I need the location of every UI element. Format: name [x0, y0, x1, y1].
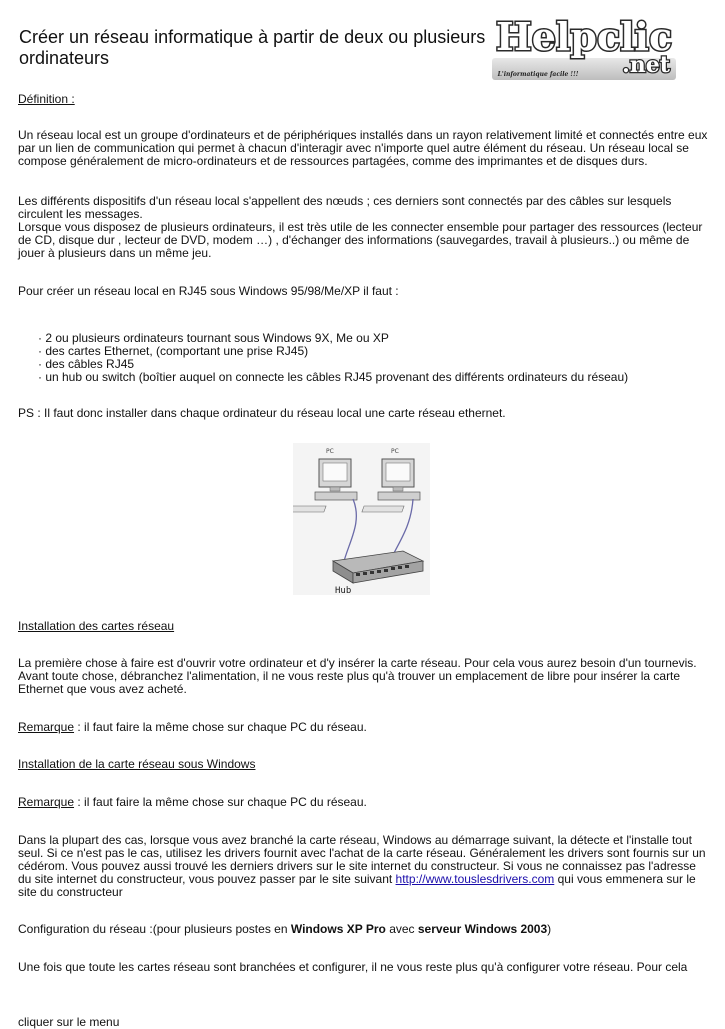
paragraph-cut-line: cliquer sur le menu [18, 1015, 120, 1029]
list-item: · un hub ou switch (boîtier auquel on connecte les câbles RJ45 provenant des différents ordinateurs du réseau) [38, 370, 629, 384]
requirements-list [38, 332, 628, 384]
helpclic-logo [490, 16, 678, 82]
config-mid: avec [385, 922, 418, 936]
list-item: · 2 ou plusieurs ordinateurs tournant sous Windows 9X, Me ou XP [38, 331, 389, 345]
pc-label-1: PC [326, 448, 334, 455]
remark-label: Remarque [18, 795, 75, 809]
config-server: serveur Windows 2003 [417, 922, 548, 936]
heading-install-windows: Installation de la carte réseau sous Windows [18, 757, 256, 771]
hub-label: Hub [335, 586, 352, 595]
drivers-text: Dans la plupart des cas, lorsque vous avez branché la carte réseau, Windows au démarrage suivant, la détecte et l'installe tout seul. Si ce n'est pas le cas, utilisez les drivers fournit avec l'achat de la carte réseau. Généralement les drivers sont fournis sur un cédérom. Vous pouvez aussi trouvé les derniers drivers sur le site internet du constructeur. Si vous ne connaissez pas l'adresse du site internet du constructeur, vous pouvez passer par le site suivant [18, 833, 706, 886]
remark-text: : il faut faire la même chose sur chaque PC du réseau. [74, 720, 367, 734]
page-title [19, 27, 499, 69]
drivers-link[interactable]: http://www.touslesdrivers.com [395, 872, 555, 886]
remark-2 [18, 796, 708, 809]
config-os: Windows XP Pro [290, 922, 386, 936]
remark-label: Remarque [18, 720, 75, 734]
drivers-text-end: qui vous emmenera sur le site du constructeur [18, 872, 696, 899]
paragraph-install-cards: La première chose à faire est d'ouvrir votre ordinateur et d'y insérer la carte réseau. Pour cela vous aurez besoin d'un tournevis. Avant toute chose, débranchez l'alimentation, il ne vous reste plus qu'à trouver un emplacement de libre pour insérer la carte Ethernet que vous avez acheté. [18, 656, 697, 696]
logo-net-text: .net [622, 52, 670, 78]
definition-heading: Définition : [18, 92, 75, 106]
page-title-line2: ordinateurs [19, 48, 110, 68]
paragraph-nodes: Les différents dispositifs d'un réseau local s'appellent des nœuds ; ces derniers sont connectés par des câbles sur lesquels circulent les messages. [18, 194, 672, 221]
logo-main-text: Helpclic [495, 16, 673, 59]
config-prefix: Configuration du réseau :(pour plusieurs postes en [18, 922, 291, 936]
paragraph-requirements-intro: Pour créer un réseau local en RJ45 sous Windows 95/98/Me/XP il faut : [18, 284, 399, 298]
remark-1 [18, 721, 708, 734]
paragraph-drivers [18, 834, 708, 899]
paragraph-configure-network: Une fois que toute les cartes réseau sont branchées et configurer, il ne vous reste plus qu'à configurer votre réseau. Pour cela [18, 960, 688, 974]
network-diagram-image [293, 443, 430, 595]
page-title-line1: Créer un réseau informatique à partir de deux ou plusieurs [19, 27, 486, 47]
paragraph-config [18, 923, 708, 936]
config-suffix: ) [547, 922, 552, 936]
paragraph-ps: PS : Il faut donc installer dans chaque ordinateur du réseau local une carte réseau ethernet. [18, 406, 506, 420]
pc-label-2: PC [391, 448, 399, 455]
logo-tagline: L'informatique facile !!! [497, 71, 579, 78]
paragraph-definition: Un réseau local est un groupe d'ordinateurs et de périphériques installés dans un rayon relativement limité et connectés entre eux par un lien de communication qui permet à chacun d'interagir avec n'importe quel autre élément du réseau. Un réseau local se compose généralement de micro-ordinateurs et de ressources partagées, comme des imprimantes et de disques durs. [18, 128, 708, 168]
list-item: · des câbles RJ45 [38, 357, 135, 371]
paragraph-sharing: Lorsque vous disposez de plusieurs ordinateurs, il est très utile de les connecter ensemble pour partager des ressources (lecteur de CD, disque dur , lecteur de DVD, modem …) , d'échanger des informations (sauvegardes, travail à plusieurs..) ou même de jouer à plusieurs dans un même jeu. [18, 220, 703, 260]
list-item: · des cartes Ethernet, (comportant une prise RJ45) [38, 344, 309, 358]
heading-install-cards: Installation des cartes réseau [18, 619, 175, 633]
remark-text: : il faut faire la même chose sur chaque PC du réseau. [74, 795, 367, 809]
